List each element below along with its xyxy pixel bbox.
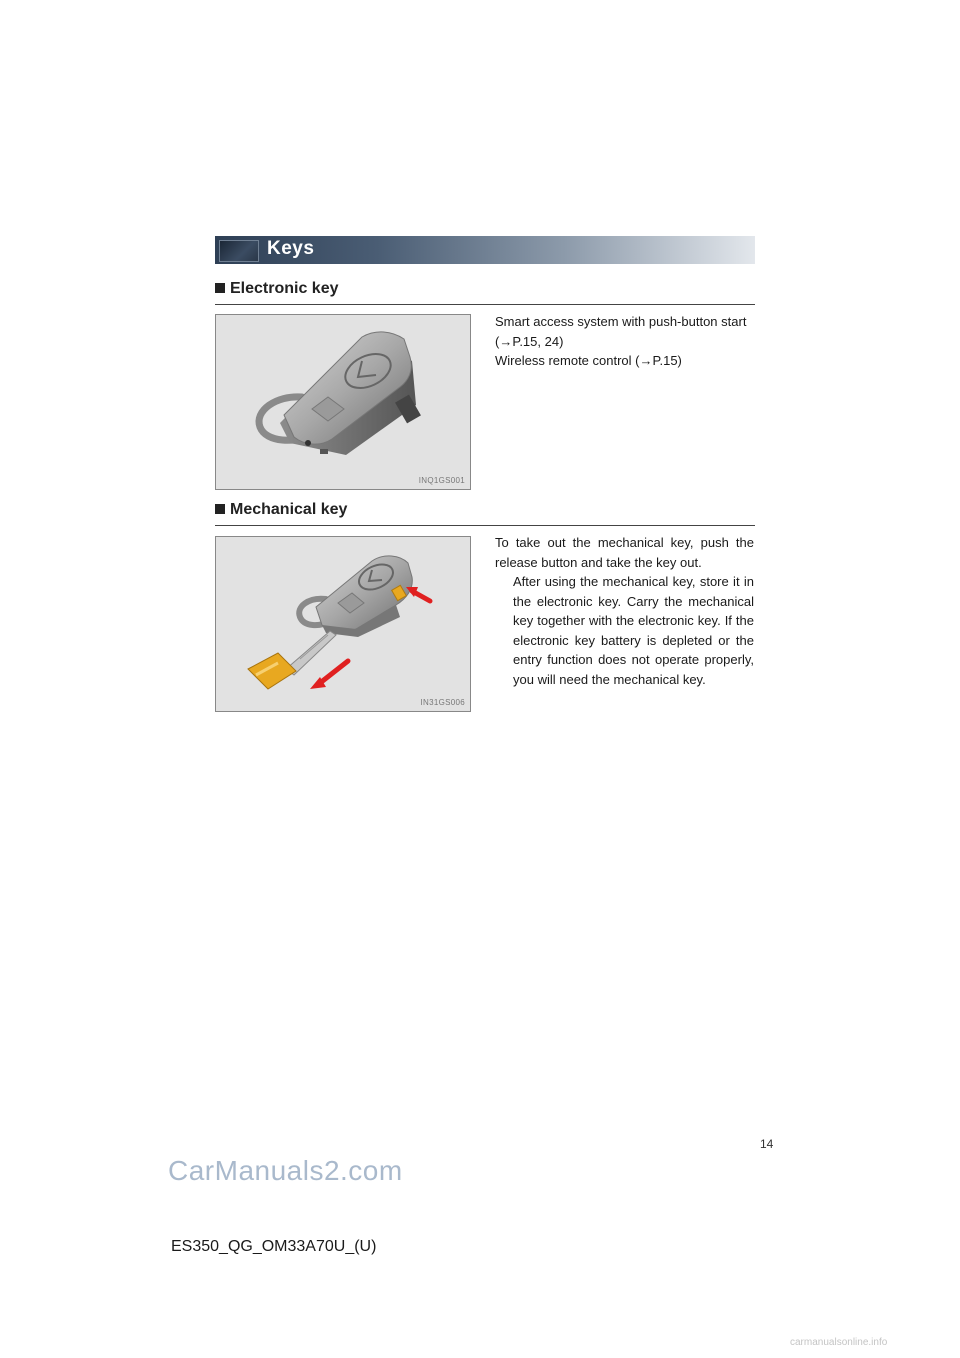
page-number: 14 — [760, 1137, 774, 1151]
text-line: Smart access system with push-button start — [495, 314, 747, 329]
page-title: Keys — [267, 238, 315, 259]
mechanical-key-text — [495, 533, 754, 689]
electronic-key-figure — [215, 314, 471, 490]
section-title-bar — [215, 236, 755, 264]
text-paragraph: To take out the mechanical key, push the release button and take the key out. — [495, 535, 754, 570]
electronic-key-heading: Electronic key — [215, 280, 755, 305]
text-line: Wireless remote control (→P.15) — [495, 353, 682, 368]
footer-code: ES350_QG_OM33A70U_(U) — [171, 1238, 377, 1255]
site-mark: carmanualsonline.info — [790, 1337, 888, 1348]
mechanical-key-figure — [215, 536, 471, 712]
bullet-square-icon — [215, 504, 225, 514]
watermark: CarManuals2.com — [168, 1155, 403, 1186]
figure-code: INQ1GS001 — [418, 476, 465, 485]
electronic-key-illustration — [216, 315, 470, 489]
mechanical-key-heading: Mechanical key — [215, 501, 755, 526]
figure-code: IN31GS006 — [420, 698, 465, 707]
title-chip — [219, 240, 259, 262]
electronic-key-text — [495, 312, 754, 371]
text-note: After using the mechanical key, store it in the electronic key. Carry the mechanical key together with the electronic key. If the electronic key battery is depleted or the entry function does not operate properly, you will need the mechanical key. — [513, 574, 754, 687]
bullet-square-icon — [215, 283, 225, 293]
mechanical-key-illustration — [216, 537, 470, 711]
text-line: (→P.15, 24) — [495, 333, 564, 349]
